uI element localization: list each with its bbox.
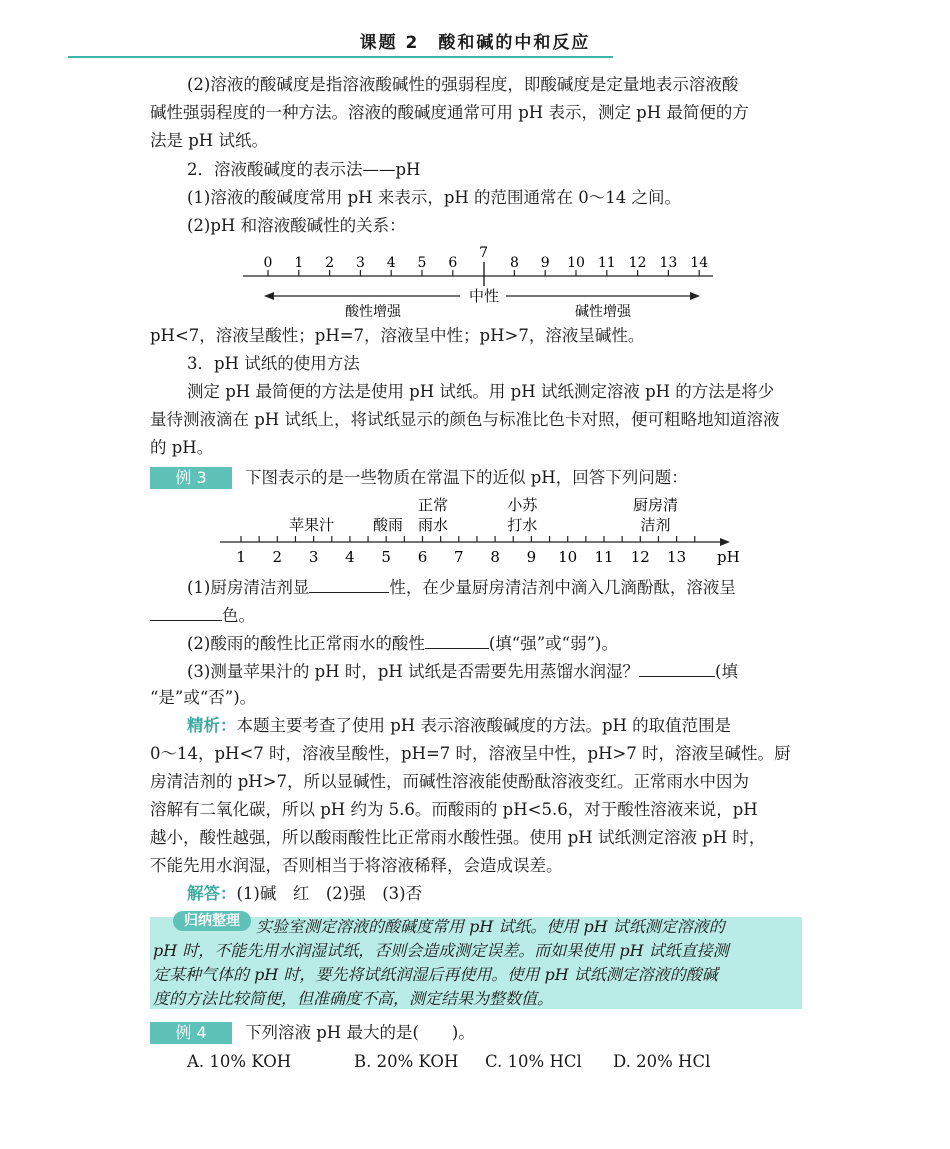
answer-blank[interactable]: [425, 630, 489, 649]
ex3-scale-unit: pH: [717, 548, 740, 566]
analysis-line: 0～14，pH<7 时，溶液呈酸性，pH=7 时，溶液呈中性，pH>7 时，溶液呈碱性。厨: [150, 744, 791, 763]
section-heading: 2．溶液酸碱度的表示法——pH: [187, 160, 421, 179]
analysis-line: 越小，酸性越强，所以酸雨酸性比正常雨水酸性强。使用 pH 试纸测定溶液 pH 时，: [150, 828, 766, 847]
option-c[interactable]: C. 10% HCl: [485, 1052, 582, 1071]
summary-line: 定某种气体的 pH 时，要先将试纸润湿后再使用。使用 pH 试纸测定溶液的酸碱: [153, 965, 718, 984]
ex3-substance-label: 小苏: [507, 496, 538, 514]
analysis-line: 溶解有二氧化碳，所以 pH 约为 5.6。而酸雨的 pH<5.6，对于酸性溶液来说，pH: [150, 800, 758, 819]
example-4-tag: 例 4: [150, 1022, 232, 1044]
question-1: (1)厨房清洁剂显 性，在少量厨房清洁剂中滴入几滴酚酞，溶液呈: [187, 574, 837, 600]
ph-tick-label: 7: [479, 245, 489, 261]
ex3-tick-label: 13: [667, 548, 687, 566]
paragraph-line: (1)溶液的酸碱度常用 pH 来表示，pH 的范围通常在 0～14 之间。: [187, 188, 681, 207]
ph-acid-arrowhead: [264, 292, 274, 300]
paragraph-line: (2)pH 和溶液酸碱性的关系：: [187, 216, 406, 235]
ph-tick-label: 2: [325, 255, 335, 271]
paragraph-line: (2)溶液的酸碱度是指溶液酸碱性的强弱程度，即酸碱度是定量地表示溶液酸: [187, 75, 739, 94]
ex3-tick-label: 10: [558, 548, 578, 566]
ph-tick-label: 10: [567, 255, 585, 271]
analysis-line: 房清洁剂的 pH>7，所以显碱性，而碱性溶液能使酚酞溶液变红。正常雨水中因为: [150, 772, 750, 791]
answer-blank[interactable]: [150, 602, 222, 621]
ex3-tick-label: 6: [417, 548, 428, 566]
option-b[interactable]: B. 20% KOH: [354, 1052, 459, 1071]
option-d[interactable]: D. 20% HCl: [613, 1052, 711, 1071]
ex3-scale-ticks: [236, 536, 695, 566]
summary-line: 实验室测定溶液的酸碱度常用 pH 试纸。使用 pH 试纸测定溶液的: [256, 917, 725, 936]
ph-tick-label: 9: [540, 255, 550, 271]
summary-line: 度的方法比较简便，但准确度不高，测定结果为整数值。: [153, 989, 554, 1008]
answer-line: 解答：(1)碱 红 (2)强 (3)否: [187, 884, 423, 903]
example-3-question: 下图表示的是一些物质在常温下的近似 pH，回答下列问题：: [245, 468, 688, 487]
analysis-line: 精析：本题主要考查了使用 pH 表示溶液酸碱度的方法。pH 的取值范围是: [187, 716, 732, 735]
answer-blank[interactable]: [309, 574, 389, 593]
paragraph-line: 法是 pH 试纸。: [150, 131, 268, 150]
ex3-tick-label: 3: [308, 548, 319, 566]
analysis-line: 不能先用水润湿，否则相当于将溶液稀释，会造成误差。: [150, 856, 563, 875]
ph-tick-label: 11: [597, 255, 616, 271]
paragraph-line: 量待测液滴在 pH 试纸上，将试纸显示的颜色与标准比色卡对照，便可粗略地知道溶液: [150, 410, 780, 429]
ex3-substance-label: 苹果汁: [289, 516, 335, 534]
ex3-tick-label: 11: [594, 548, 614, 566]
question-1-cont: 色。: [150, 602, 800, 628]
ex3-substance-label: 洁剂: [640, 516, 671, 534]
example-3-tag: 例 3: [150, 467, 232, 489]
ex3-substance-label: 正常: [417, 496, 448, 514]
ph-tick-label: 6: [448, 255, 458, 271]
ph-tick-label: 5: [417, 255, 427, 271]
ex3-tick-label: 2: [272, 548, 283, 566]
page-header: 课题 2 酸和碱的中和反应: [359, 33, 591, 53]
ph-scale-ticks: [264, 245, 709, 276]
ex3-substance-label: 打水: [507, 516, 538, 534]
ph-base-arrowhead: [690, 292, 700, 300]
ex3-tick-label: 7: [454, 548, 464, 566]
ex3-tick-label: 8: [490, 548, 500, 566]
question-3-cont: “是”或“否”)。: [150, 688, 257, 707]
summary-tag: 归纳整理: [173, 911, 251, 931]
ex3-substance-labels: [289, 496, 678, 534]
ph-neutral-label: 中性: [468, 287, 500, 305]
ph-tick-label: 3: [355, 255, 365, 271]
ex3-tick-label: 4: [345, 548, 355, 566]
ex3-tick-label: 1: [236, 548, 246, 566]
answer-label: 解答：: [187, 884, 237, 903]
ex3-scale-arrowhead: [720, 538, 730, 546]
ph-tick-label: 0: [263, 255, 273, 271]
summary-line: pH 时，不能先用水润湿试纸，否则会造成测定误差。而如果使用 pH 试纸直接测: [153, 941, 729, 960]
answer-blank[interactable]: [639, 658, 715, 677]
ph-tick-label: 4: [386, 255, 396, 271]
ph-base-label: 碱性增强: [575, 304, 631, 320]
option-a[interactable]: A. 10% KOH: [187, 1052, 292, 1071]
example-4-question: 下列溶液 pH 最大的是( )。: [245, 1023, 475, 1042]
ex3-substance-label: 厨房清: [632, 496, 678, 514]
ex3-tick-label: 12: [630, 548, 650, 566]
paragraph-line: 的 pH。: [150, 438, 214, 457]
ph-tick-label: 13: [659, 255, 678, 271]
ph-relation-text: pH<7，溶液呈酸性；pH=7，溶液呈中性；pH>7，溶液呈碱性。: [150, 326, 645, 345]
analysis-label: 精析：: [187, 716, 237, 735]
section-heading: 3．pH 试纸的使用方法: [187, 354, 360, 373]
paragraph-line: 碱性强弱程度的一种方法。溶液的酸碱度通常可用 pH 表示，测定 pH 最简便的方: [150, 103, 749, 122]
question-2: (2)酸雨的酸性比正常雨水的酸性 (填“强”或“弱”)。: [187, 630, 837, 656]
ex3-substance-label: 雨水: [417, 516, 448, 534]
question-3: (3)测量苹果汁的 pH 时，pH 试纸是否需要先用蒸馏水润湿？ (填: [187, 658, 837, 684]
ex3-substance-label: 酸雨: [372, 516, 403, 534]
paragraph-line: 测定 pH 最简便的方法是使用 pH 试纸。用 pH 试纸测定溶液 pH 的方法是将少: [187, 382, 775, 401]
ph-tick-label: 8: [509, 255, 519, 271]
ph-tick-label: 12: [628, 255, 647, 271]
ph-tick-label: 14: [690, 255, 709, 271]
ph-tick-label: 1: [294, 255, 304, 271]
ex3-tick-label: 5: [381, 548, 391, 566]
ex3-tick-label: 9: [526, 548, 537, 566]
ph-acid-label: 酸性增强: [345, 304, 401, 320]
